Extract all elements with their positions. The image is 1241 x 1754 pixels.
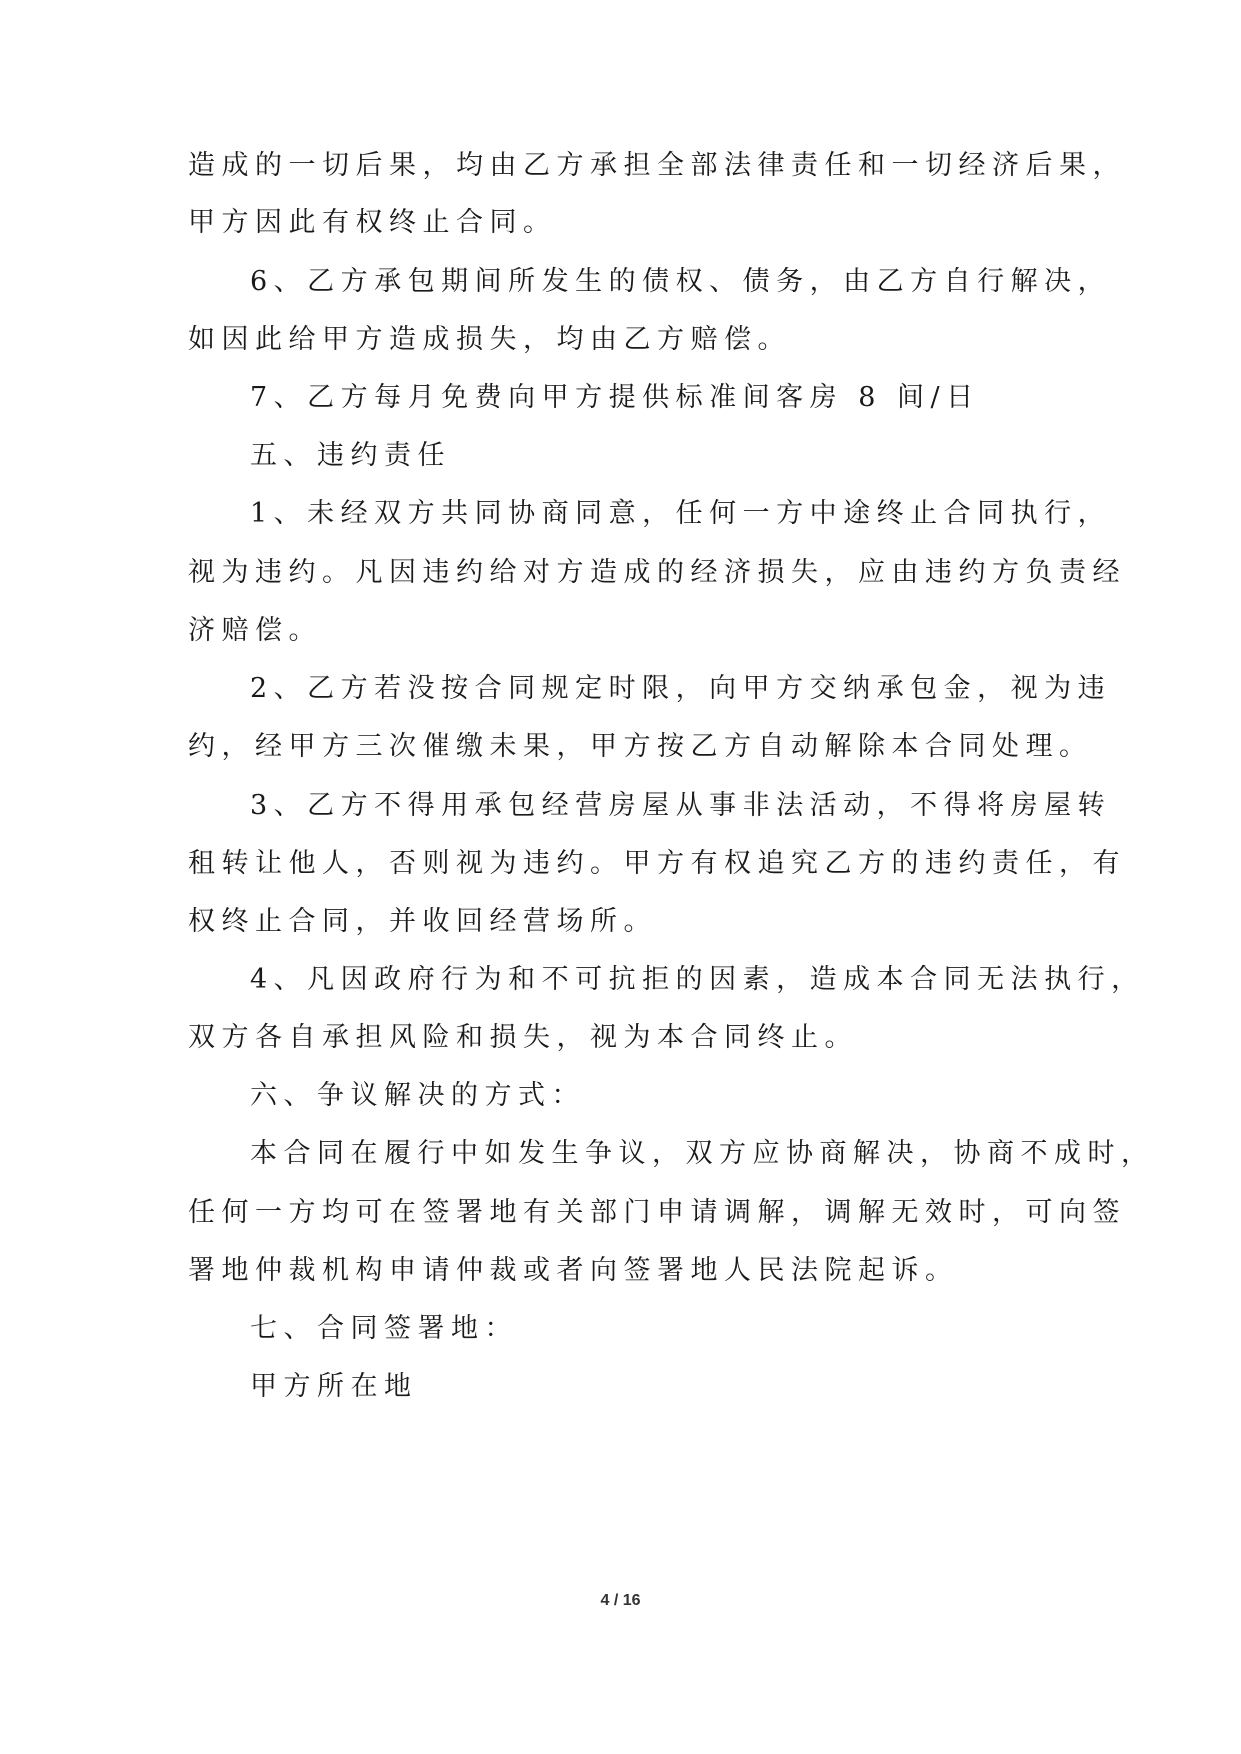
text-line: 权终止合同，并收回经营场所。 [188, 906, 657, 937]
text-line: 约，经甲方三次催缴未果，甲方按乙方自动解除本合同处理。 [188, 731, 1093, 762]
text-line: 济赔偿。 [188, 615, 322, 646]
text-line: 双方各自承担风险和损失，视为本合同终止。 [188, 1022, 858, 1053]
text-line: 署地仲裁机构申请仲裁或者向签署地人民法院起诉。 [188, 1255, 959, 1286]
text-line: 造成的一切后果，均由乙方承担全部法律责任和一切经济后果， [188, 150, 1126, 181]
section-heading: 六、争议解决的方式： [250, 1080, 585, 1111]
text-line: 任何一方均可在签署地有关部门申请调解，调解无效时，可向签 [188, 1197, 1126, 1228]
text-line: 3、乙方不得用承包经营房屋从事非法活动，不得将房屋转 [250, 790, 1112, 821]
text-line: 如因此给甲方造成损失，均由乙方赔偿。 [188, 324, 791, 355]
section-heading: 七、合同签署地： [250, 1313, 518, 1344]
text-line: 2、乙方若没按合同规定时限，向甲方交纳承包金，视为违 [250, 673, 1112, 704]
text-line: 甲方所在地 [250, 1371, 418, 1402]
text-line: 7、乙方每月免费向甲方提供标准间客房 8 间/日 [250, 382, 980, 413]
text-line: 6、乙方承包期间所发生的债权、债务，由乙方自行解决， [250, 266, 1112, 297]
text-line: 甲方因此有权终止合同。 [188, 207, 557, 238]
page-number: 4 / 16 [600, 1592, 641, 1609]
text-line: 1、未经双方共同协商同意，任何一方中途终止合同执行， [250, 498, 1112, 529]
text-line: 本合同在履行中如发生争议，双方应协商解决，协商不成时， [250, 1138, 1155, 1169]
text-line: 4、凡因政府行为和不可抗拒的因素，造成本合同无法执行， [250, 964, 1145, 995]
text-line: 租转让他人，否则视为违约。甲方有权追究乙方的违约责任，有 [188, 848, 1126, 879]
section-heading: 五、违约责任 [250, 440, 451, 471]
text-line: 视为违约。凡因违约给对方造成的经济损失，应由违约方负责经 [188, 557, 1126, 588]
